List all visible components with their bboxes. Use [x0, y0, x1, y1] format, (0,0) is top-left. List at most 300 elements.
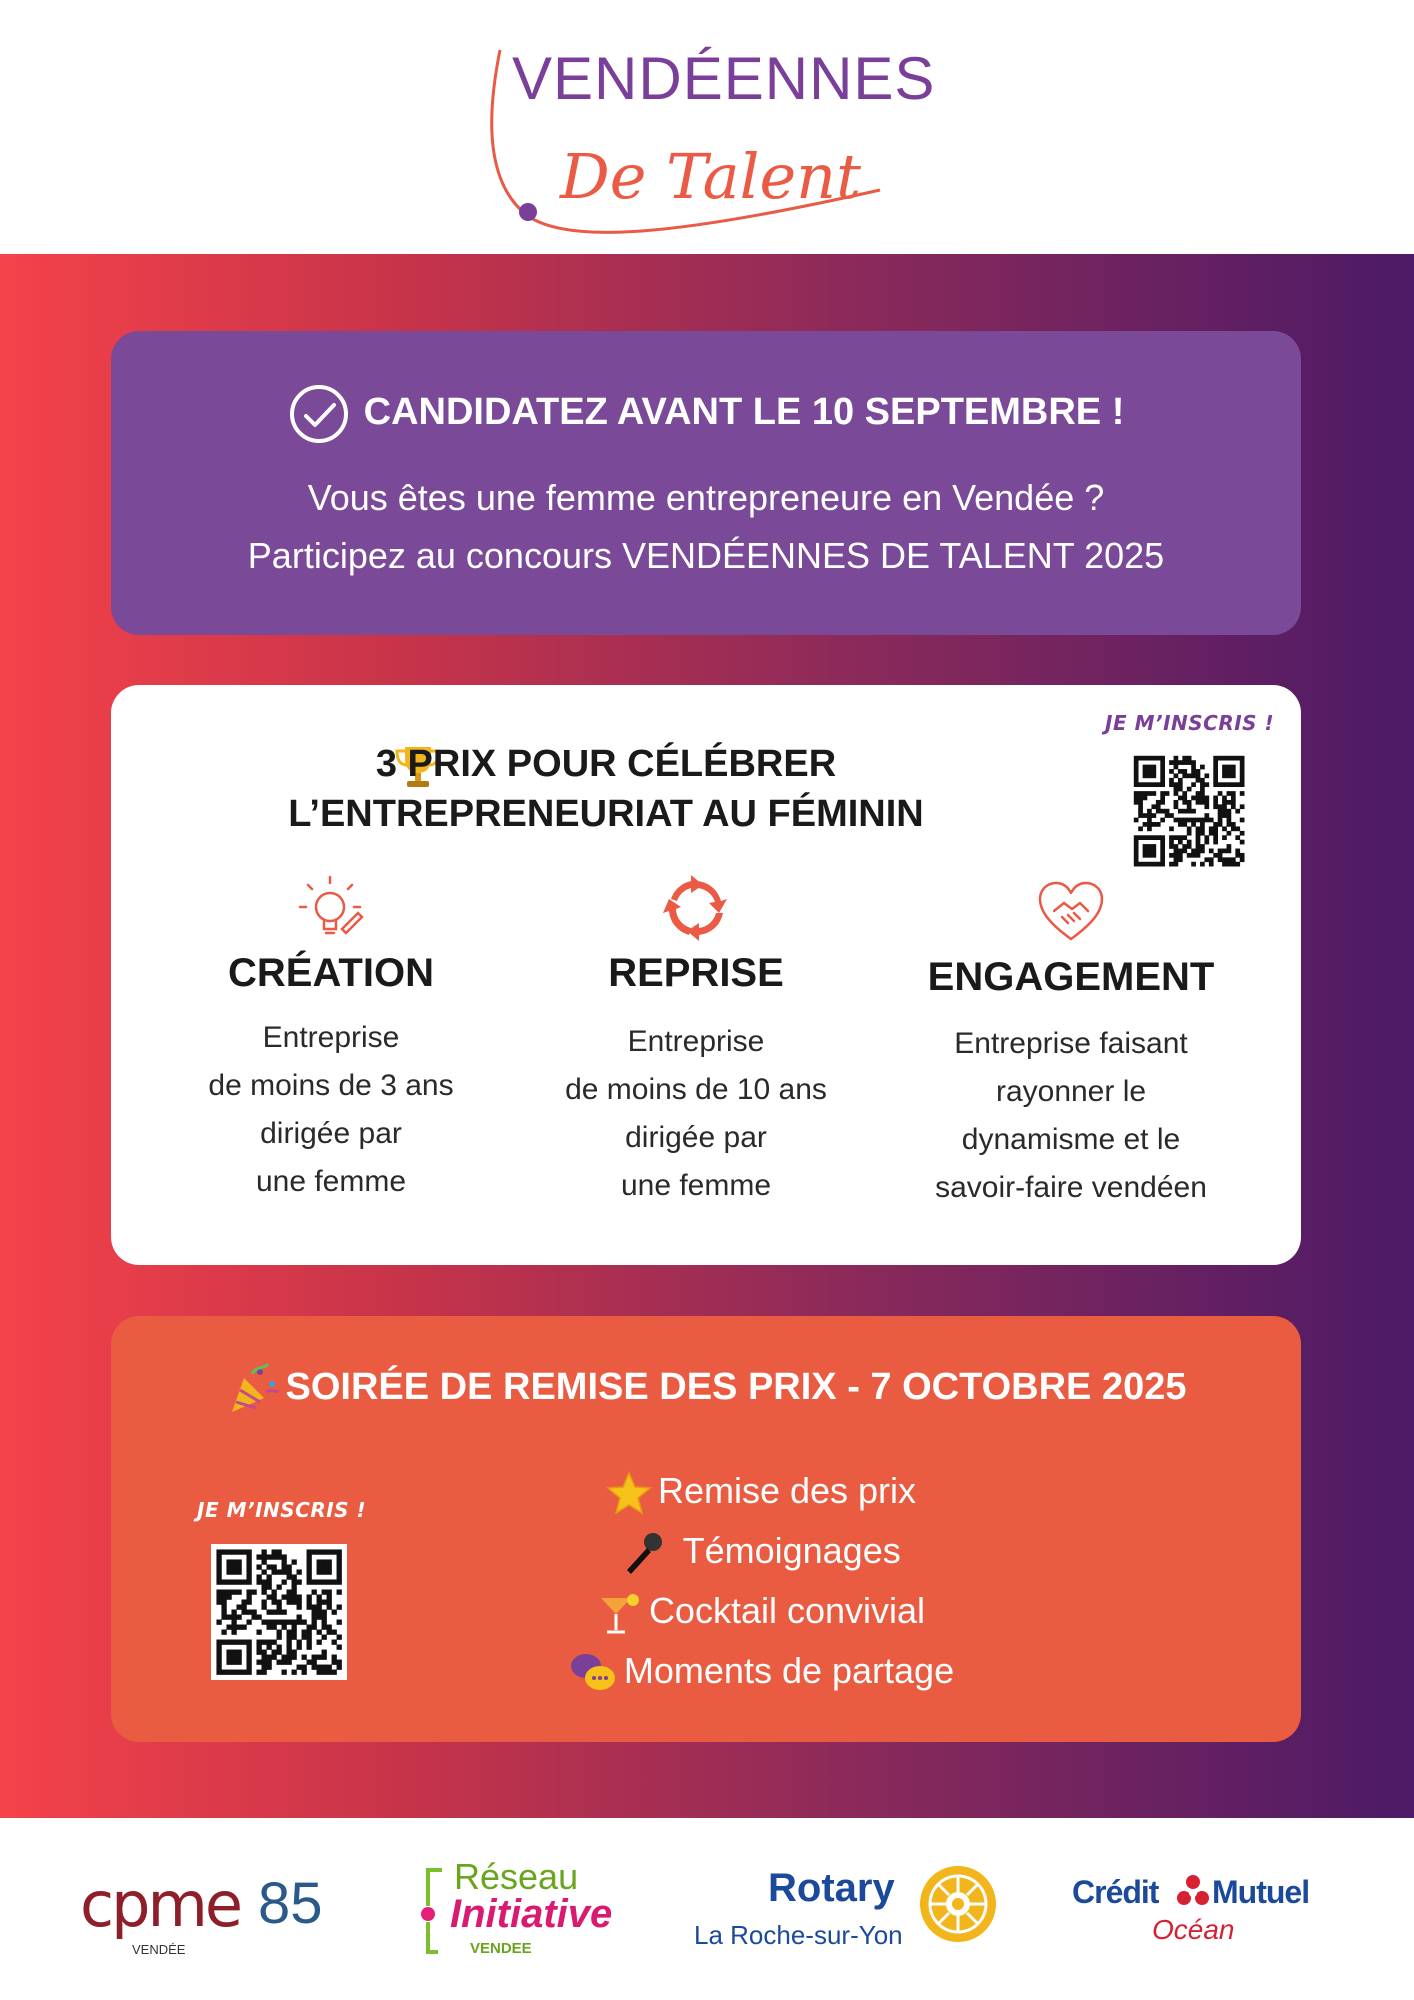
- qr-module: [1200, 787, 1205, 792]
- qr-module: [1147, 769, 1152, 774]
- credit-mutuel-logo-icon: [1176, 1874, 1210, 1908]
- qr-module: [292, 1625, 297, 1630]
- qr-module: [1151, 769, 1156, 774]
- qr-module: [1204, 818, 1209, 823]
- qr-module: [246, 1620, 251, 1625]
- header: [0, 0, 1414, 254]
- qr-module: [1143, 849, 1148, 854]
- qr-module: [271, 1609, 276, 1614]
- qr-module: [246, 1559, 251, 1564]
- qr-module: [292, 1650, 297, 1655]
- qr-module: [1160, 760, 1165, 765]
- qr-module: [312, 1609, 317, 1614]
- qr-module: [226, 1670, 231, 1675]
- qr-module: [1143, 844, 1148, 849]
- qr-module: [1174, 818, 1179, 823]
- qr-module: [1169, 844, 1174, 849]
- qr-module: [1218, 756, 1223, 761]
- qr-module: [1196, 818, 1201, 823]
- qr-module: [276, 1645, 281, 1650]
- qr-module: [266, 1620, 271, 1625]
- qr-module: [302, 1655, 307, 1660]
- qr-module: [1187, 756, 1192, 761]
- qr-module: [221, 1599, 226, 1604]
- qr-module: [1240, 831, 1245, 836]
- check-circle-icon: [288, 383, 350, 445]
- qr-module: [1231, 769, 1236, 774]
- qr-module: [246, 1640, 251, 1645]
- qr-module: [236, 1655, 241, 1660]
- qr-module: [1231, 804, 1236, 809]
- qr-module: [266, 1564, 271, 1569]
- qr-module: [1151, 782, 1156, 787]
- qr-module: [1191, 818, 1196, 823]
- sponsor-rotary[interactable]: [694, 1862, 1014, 1962]
- qr-module: [236, 1640, 241, 1645]
- qr-module: [1147, 813, 1152, 818]
- qr-module: [266, 1579, 271, 1584]
- qr-module: [216, 1620, 221, 1625]
- qr-module: [1174, 765, 1179, 770]
- qr-module: [1169, 760, 1174, 765]
- qr-module: [1187, 809, 1192, 814]
- qr-module: [1191, 782, 1196, 787]
- qr-module: [312, 1604, 317, 1609]
- qr-module: [1174, 773, 1179, 778]
- qr-module: [292, 1670, 297, 1675]
- qr-module: [322, 1615, 327, 1620]
- qr-module: [1151, 853, 1156, 858]
- qr-module: [246, 1660, 251, 1665]
- qr-module: [282, 1620, 287, 1625]
- qr-module: [1187, 787, 1192, 792]
- qr-module: [322, 1670, 327, 1675]
- qr-code-top[interactable]: [1129, 751, 1249, 871]
- qr-module: [1218, 791, 1223, 796]
- qr-module: [1222, 835, 1227, 840]
- qr-module: [1222, 862, 1227, 867]
- qr-module: [1196, 849, 1201, 854]
- qr-module: [282, 1660, 287, 1665]
- qr-module: [1156, 862, 1161, 867]
- qr-module: [231, 1569, 236, 1574]
- qr-module: [1178, 778, 1183, 783]
- qr-module: [246, 1670, 251, 1675]
- reseau-sub: VENDEE: [470, 1940, 532, 1957]
- qr-module: [236, 1660, 241, 1665]
- qr-module: [307, 1569, 312, 1574]
- qr-module: [1151, 835, 1156, 840]
- qr-module: [297, 1665, 302, 1670]
- qr-module: [287, 1635, 292, 1640]
- qr-module: [1231, 796, 1236, 801]
- qr-module: [266, 1625, 271, 1630]
- qr-module: [256, 1554, 261, 1559]
- qr-module: [221, 1615, 226, 1620]
- qr-module: [1138, 826, 1143, 831]
- qr-module: [1200, 800, 1205, 805]
- qr-module: [1169, 769, 1174, 774]
- qr-module: [327, 1559, 332, 1564]
- qr-module: [1191, 773, 1196, 778]
- qr-module: [261, 1579, 266, 1584]
- qr-module: [1204, 804, 1209, 809]
- rotary-city: La Roche-sur-Yon: [694, 1920, 903, 1950]
- qr-module: [1240, 791, 1245, 796]
- desc-line: savoir-faire vendéen: [935, 1171, 1207, 1204]
- qr-module: [307, 1640, 312, 1645]
- qr-module: [282, 1670, 287, 1675]
- qr-module: [1231, 826, 1236, 831]
- sponsor-credit-mutuel[interactable]: [1072, 1874, 1332, 1964]
- qr-module: [1209, 818, 1214, 823]
- qr-module: [1178, 782, 1183, 787]
- qr-module: [1240, 782, 1245, 787]
- qr-module: [1235, 853, 1240, 858]
- qr-module: [1147, 818, 1152, 823]
- qr-module: [1218, 782, 1223, 787]
- qr-module: [226, 1589, 231, 1594]
- qr-module: [307, 1604, 312, 1609]
- qr-module: [322, 1599, 327, 1604]
- prize-creation-name: CRÉATION: [228, 951, 434, 995]
- qr-module: [1147, 849, 1152, 854]
- qr-module: [1200, 844, 1205, 849]
- qr-module: [312, 1589, 317, 1594]
- qr-module: [1240, 760, 1245, 765]
- qr-module: [256, 1564, 261, 1569]
- qr-module: [246, 1574, 251, 1579]
- qr-module: [1182, 769, 1187, 774]
- qr-module: [322, 1620, 327, 1625]
- qr-module: [317, 1599, 322, 1604]
- qr-module: [1227, 818, 1232, 823]
- qr-module: [231, 1660, 236, 1665]
- qr-module: [1235, 809, 1240, 814]
- rotary-name: Rotary: [768, 1866, 895, 1910]
- qr-module: [322, 1665, 327, 1670]
- desc-line: une femme: [620, 1169, 772, 1202]
- qr-module: [1174, 760, 1179, 765]
- qr-module: [226, 1615, 231, 1620]
- qr-module: [231, 1640, 236, 1645]
- qr-module: [1147, 765, 1152, 770]
- qr-module: [1182, 849, 1187, 854]
- qr-module: [1143, 835, 1148, 840]
- qr-module: [1160, 857, 1165, 862]
- qr-module: [261, 1660, 266, 1665]
- qr-module: [317, 1640, 322, 1645]
- qr-module: [337, 1620, 342, 1625]
- qr-module: [1191, 822, 1196, 827]
- qr-module: [1187, 844, 1192, 849]
- qr-module: [282, 1554, 287, 1559]
- cpme-sub: VENDÉE: [132, 1942, 186, 1957]
- qr-module: [1227, 813, 1232, 818]
- qr-module: [1227, 800, 1232, 805]
- qr-module: [256, 1660, 261, 1665]
- qr-module: [1169, 826, 1174, 831]
- qr-code-bottom[interactable]: [211, 1544, 347, 1680]
- qr-module: [1151, 849, 1156, 854]
- qr-module: [231, 1620, 236, 1625]
- qr-module: [231, 1670, 236, 1675]
- prize-engagement-desc: [891, 1020, 1251, 1212]
- qr-module: [307, 1635, 312, 1640]
- qr-module: [1227, 844, 1232, 849]
- qr-module: [1222, 826, 1227, 831]
- qr-module: [1231, 791, 1236, 796]
- qr-module: [1147, 822, 1152, 827]
- qr-module: [1200, 822, 1205, 827]
- qr-module: [307, 1599, 312, 1604]
- qr-module: [1160, 853, 1165, 858]
- qr-module: [1213, 796, 1218, 801]
- qr-module: [1138, 862, 1143, 867]
- deadline-title: [111, 383, 1301, 445]
- qr-module: [307, 1625, 312, 1630]
- qr-module: [271, 1599, 276, 1604]
- star-icon: [606, 1470, 652, 1516]
- qr-module: [1156, 800, 1161, 805]
- qr-module: [1231, 765, 1236, 770]
- qr-module: [1169, 840, 1174, 845]
- qr-module: [1169, 813, 1174, 818]
- reseau-line1: Réseau: [454, 1856, 579, 1897]
- qr-module: [261, 1569, 266, 1574]
- qr-module: [1147, 826, 1152, 831]
- qr-module: [327, 1564, 332, 1569]
- qr-module: [1169, 853, 1174, 858]
- qr-module: [312, 1665, 317, 1670]
- qr-module: [1178, 769, 1183, 774]
- qr-module: [1143, 773, 1148, 778]
- qr-module: [271, 1655, 276, 1660]
- qr-module: [1213, 804, 1218, 809]
- qr-module: [276, 1604, 281, 1609]
- credit-sub: Océan: [1152, 1914, 1235, 1945]
- qr-module: [1143, 822, 1148, 827]
- qr-module: [276, 1635, 281, 1640]
- qr-module: [1191, 853, 1196, 858]
- qr-module: [1218, 818, 1223, 823]
- qr-module: [221, 1589, 226, 1594]
- qr-module: [226, 1569, 231, 1574]
- qr-module: [1174, 862, 1179, 867]
- qr-module: [261, 1670, 266, 1675]
- qr-module: [1213, 769, 1218, 774]
- prizes-card: [111, 685, 1301, 1265]
- qr-module: [302, 1635, 307, 1640]
- qr-module: [1231, 822, 1236, 827]
- qr-module: [282, 1594, 287, 1599]
- qr-module: [327, 1604, 332, 1609]
- qr-module: [1174, 756, 1179, 761]
- qr-module: [337, 1554, 342, 1559]
- qr-module: [1222, 800, 1227, 805]
- qr-module: [1227, 773, 1232, 778]
- qr-module: [332, 1640, 337, 1645]
- qr-module: [307, 1594, 312, 1599]
- qr-module: [1134, 765, 1139, 770]
- qr-module: [1134, 782, 1139, 787]
- qr-module: [1227, 769, 1232, 774]
- qr-module: [271, 1650, 276, 1655]
- qr-module: [312, 1549, 317, 1554]
- qr-module: [1213, 840, 1218, 845]
- qr-module: [1182, 796, 1187, 801]
- qr-module: [216, 1640, 221, 1645]
- desc-line: une femme: [255, 1165, 407, 1198]
- qr-module: [1160, 778, 1165, 783]
- qr-module: [317, 1630, 322, 1635]
- qr-module: [1178, 835, 1183, 840]
- qr-module: [221, 1630, 226, 1635]
- qr-module: [276, 1599, 281, 1604]
- qr-module: [216, 1670, 221, 1675]
- qr-module: [337, 1660, 342, 1665]
- qr-module: [307, 1660, 312, 1665]
- deadline-title-text: CANDIDATEZ AVANT LE 10 SEPTEMBRE !: [363, 391, 1125, 434]
- qr-module: [1196, 835, 1201, 840]
- qr-module: [1240, 773, 1245, 778]
- qr-module: [1213, 822, 1218, 827]
- qr-module: [1187, 800, 1192, 805]
- qr-module: [307, 1554, 312, 1559]
- qr-module: [1143, 769, 1148, 774]
- sponsor-reseau-initiative[interactable]: [418, 1856, 648, 1966]
- qr-module: [1134, 862, 1139, 867]
- qr-module: [276, 1584, 281, 1589]
- qr-module: [297, 1615, 302, 1620]
- qr-module: [261, 1655, 266, 1660]
- qr-module: [266, 1584, 271, 1589]
- qr-module: [1240, 857, 1245, 862]
- qr-module: [327, 1599, 332, 1604]
- qr-module: [287, 1564, 292, 1569]
- qr-module: [1218, 857, 1223, 862]
- qr-module: [287, 1640, 292, 1645]
- qr-module: [297, 1599, 302, 1604]
- intro-line-1: Vous êtes une femme entrepreneure en Vendée ?: [307, 477, 1105, 518]
- qr-module: [317, 1569, 322, 1574]
- qr-module: [1196, 844, 1201, 849]
- qr-module: [1147, 773, 1152, 778]
- ceremony-title-text: SOIRÉE DE REMISE DES PRIX - 7 OCTOBRE 2025: [285, 1366, 1187, 1409]
- qr-module: [312, 1660, 317, 1665]
- qr-module: [236, 1564, 241, 1569]
- qr-module: [1227, 849, 1232, 854]
- qr-module: [1209, 849, 1214, 854]
- qr-module: [1182, 835, 1187, 840]
- qr-module: [297, 1645, 302, 1650]
- qr-module: [337, 1559, 342, 1564]
- qr-module: [322, 1579, 327, 1584]
- qr-module: [1200, 782, 1205, 787]
- qr-module: [337, 1549, 342, 1554]
- qr-module: [1235, 862, 1240, 867]
- qr-module: [1187, 818, 1192, 823]
- sponsor-cpme[interactable]: [80, 1868, 340, 1958]
- qr-module: [231, 1589, 236, 1594]
- qr-module: [1204, 840, 1209, 845]
- qr-module: [1174, 804, 1179, 809]
- logo-script: De Talent: [560, 140, 861, 213]
- qr-module: [337, 1645, 342, 1650]
- qr-module: [216, 1554, 221, 1559]
- qr-module: [246, 1589, 251, 1594]
- qr-module: [251, 1615, 256, 1620]
- qr-module: [1191, 849, 1196, 854]
- qr-module: [1151, 862, 1156, 867]
- qr-module: [276, 1549, 281, 1554]
- list-item-text: Témoignages: [673, 1530, 901, 1571]
- qr-module: [327, 1549, 332, 1554]
- qr-module: [216, 1655, 221, 1660]
- qr-module: [1143, 796, 1148, 801]
- qr-module: [216, 1660, 221, 1665]
- qr-module: [1218, 809, 1223, 814]
- qr-module: [1235, 835, 1240, 840]
- qr-module: [231, 1655, 236, 1660]
- qr-module: [241, 1640, 246, 1645]
- qr-module: [271, 1640, 276, 1645]
- qr-module: [1235, 756, 1240, 761]
- prize-reprise-name: REPRISE: [608, 951, 784, 995]
- qr-module: [1174, 800, 1179, 805]
- qr-module: [236, 1559, 241, 1564]
- qr-module: [1147, 853, 1152, 858]
- qr-module: [322, 1655, 327, 1660]
- qr-module: [282, 1609, 287, 1614]
- qr-module: [226, 1650, 231, 1655]
- qr-module: [256, 1640, 261, 1645]
- qr-module: [271, 1554, 276, 1559]
- qr-module: [276, 1650, 281, 1655]
- qr-module: [261, 1599, 266, 1604]
- qr-module: [221, 1604, 226, 1609]
- qr-module: [297, 1640, 302, 1645]
- qr-module: [1196, 769, 1201, 774]
- qr-module: [1231, 756, 1236, 761]
- qr-module: [246, 1579, 251, 1584]
- qr-module: [1204, 835, 1209, 840]
- sponsors-footer: [0, 1818, 1414, 2000]
- qr-module: [282, 1625, 287, 1630]
- qr-module: [276, 1554, 281, 1559]
- qr-module: [1213, 756, 1218, 761]
- qr-module: [1160, 840, 1165, 845]
- qr-module: [226, 1594, 231, 1599]
- qr-module: [1174, 857, 1179, 862]
- qr-module: [1182, 800, 1187, 805]
- qr-module: [271, 1594, 276, 1599]
- qr-module: [1200, 831, 1205, 836]
- qr-module: [246, 1655, 251, 1660]
- qr-module: [216, 1599, 221, 1604]
- qr-module: [1182, 822, 1187, 827]
- qr-module: [292, 1599, 297, 1604]
- qr-module: [1169, 782, 1174, 787]
- qr-module: [1151, 765, 1156, 770]
- qr-module: [1191, 769, 1196, 774]
- qr-module: [1138, 809, 1143, 814]
- qr-module: [1143, 791, 1148, 796]
- qr-module: [307, 1645, 312, 1650]
- qr-module: [1209, 857, 1214, 862]
- qr-module: [1178, 840, 1183, 845]
- qr-module: [337, 1589, 342, 1594]
